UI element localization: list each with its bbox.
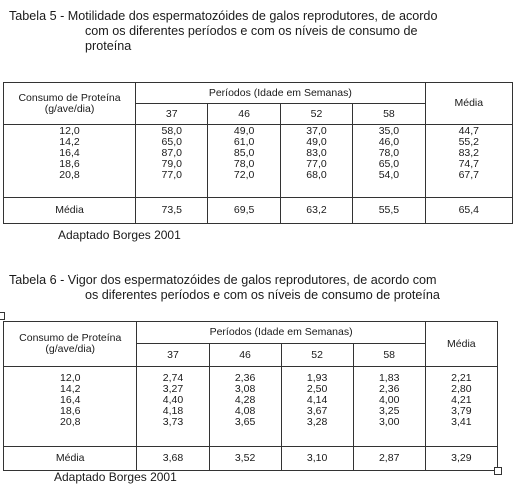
- table6-caption-line: Tabela 6 - Vigor dos espermatozóides de galos reprodutores, de acordo com: [9, 273, 437, 287]
- footer-label: Média: [4, 198, 136, 224]
- footer-value: 55,5: [353, 198, 425, 224]
- cell-value: 2,36: [378, 383, 400, 395]
- cell-value: 83,2: [458, 147, 480, 159]
- footer-value: 3,29: [425, 447, 497, 471]
- table-anchor-handle: [0, 312, 5, 320]
- cell-value: 4,21: [451, 394, 472, 406]
- media-column: [425, 367, 497, 447]
- week-58-column: [353, 367, 425, 447]
- header-media: Média: [425, 83, 512, 125]
- protein-value: 16,4: [59, 147, 80, 159]
- table5-caption-line: Tabela 5 - Motilidade dos espermatozóides de galos reprodutores, de acordo: [9, 9, 438, 23]
- footer-value: 2,87: [353, 447, 425, 471]
- cell-value: 3,00: [378, 416, 400, 428]
- table5-source: Adaptado Borges 2001: [58, 228, 181, 242]
- protein-value: 18,6: [59, 158, 80, 170]
- cell-value: 1,93: [306, 372, 328, 384]
- cell-value: 1,83: [378, 372, 400, 384]
- cell-value: 78,0: [378, 147, 400, 159]
- cell-value: 72,0: [233, 169, 255, 181]
- protein-value: 18,6: [60, 405, 81, 417]
- table5-caption-line: com os diferentes períodos e com os níveis de consumo de: [85, 24, 418, 38]
- protein-value: 20,8: [60, 416, 81, 428]
- header-periodos: Períodos (Idade em Semanas): [137, 322, 425, 344]
- header-week: 37: [136, 104, 208, 125]
- cell-value: 3,28: [306, 416, 328, 428]
- header-week: 52: [280, 104, 352, 125]
- cell-value: 4,40: [162, 394, 184, 406]
- week-52-column: [281, 367, 353, 447]
- header-consumo-line2: (g/ave/dia): [45, 343, 96, 355]
- cell-value: 4,28: [234, 394, 256, 406]
- header-consumo-line2: (g/ave/dia): [44, 102, 95, 115]
- table-resize-handle[interactable]: [494, 467, 502, 475]
- cell-value: 78,0: [233, 158, 255, 170]
- footer-value: 65,4: [425, 198, 512, 224]
- table6-caption: [9, 273, 509, 303]
- cell-value: 65,0: [161, 136, 182, 148]
- header-consumo: [4, 322, 137, 367]
- table5-caption-line: proteína: [85, 39, 132, 53]
- header-periodos: Períodos (Idade em Semanas): [136, 83, 426, 104]
- table6: [3, 321, 498, 471]
- week-46-column: [208, 125, 280, 198]
- cell-value: 65,0: [378, 158, 400, 170]
- cell-value: 46,0: [378, 136, 400, 148]
- header-week: 58: [353, 344, 425, 367]
- cell-value: 35,0: [378, 125, 400, 137]
- table6-caption-line: os diferentes períodos e com os níveis de consumo de proteína: [85, 288, 440, 302]
- cell-value: 77,0: [161, 169, 182, 181]
- cell-value: 3,67: [306, 405, 328, 417]
- header-week: 46: [208, 104, 280, 125]
- cell-value: 3,73: [162, 416, 184, 428]
- protein-value: 16,4: [60, 394, 81, 406]
- week-37-column: [137, 367, 209, 447]
- table5: [3, 82, 513, 224]
- header-week: 37: [137, 344, 209, 367]
- cell-value: 87,0: [161, 147, 182, 159]
- cell-value: 49,0: [233, 125, 255, 137]
- cell-value: 4,08: [234, 405, 256, 417]
- cell-value: 68,0: [306, 169, 327, 181]
- cell-value: 3,25: [378, 405, 400, 417]
- table5-caption: [9, 9, 509, 54]
- protein-value: 20,8: [59, 169, 80, 181]
- header-week: 46: [209, 344, 281, 367]
- week-58-column: [353, 125, 425, 198]
- cell-value: 55,2: [458, 136, 480, 148]
- cell-value: 74,7: [458, 158, 480, 170]
- footer-label: Média: [4, 447, 137, 471]
- cell-value: 3,27: [162, 383, 184, 395]
- header-week: 58: [353, 104, 425, 125]
- footer-value: 3,68: [137, 447, 209, 471]
- cell-value: 2,80: [451, 383, 472, 395]
- cell-value: 61,0: [233, 136, 255, 148]
- header-consumo-line1: Consumo de Proteína: [18, 91, 121, 104]
- cell-value: 4,14: [306, 394, 328, 406]
- cell-value: 79,0: [161, 158, 182, 170]
- cell-value: 3,65: [234, 416, 256, 428]
- week-52-column: [280, 125, 352, 198]
- header-media: Média: [425, 322, 497, 367]
- protein-column: [4, 367, 137, 447]
- header-consumo: [4, 83, 136, 125]
- cell-value: 4,18: [162, 405, 184, 417]
- protein-value: 14,2: [59, 136, 80, 148]
- footer-value: 69,5: [208, 198, 280, 224]
- week-46-column: [209, 367, 281, 447]
- cell-value: 2,36: [234, 372, 256, 384]
- protein-column: [4, 125, 136, 198]
- header-consumo-line1: Consumo de Proteína: [19, 332, 122, 344]
- footer-value: 3,10: [281, 447, 353, 471]
- media-column: [425, 125, 512, 198]
- cell-value: 2,21: [451, 372, 472, 384]
- cell-value: 3,79: [451, 405, 472, 417]
- cell-value: 67,7: [458, 169, 480, 181]
- cell-value: 77,0: [306, 158, 327, 170]
- cell-value: 37,0: [306, 125, 327, 137]
- week-37-column: [136, 125, 208, 198]
- footer-value: 63,2: [280, 198, 352, 224]
- cell-value: 3,41: [451, 416, 472, 428]
- header-week: 52: [281, 344, 353, 367]
- footer-value: 73,5: [136, 198, 208, 224]
- protein-value: 14,2: [60, 383, 81, 395]
- cell-value: 4,00: [378, 394, 400, 406]
- cell-value: 85,0: [233, 147, 255, 159]
- cell-value: 58,0: [161, 125, 182, 137]
- cell-value: 44,7: [458, 125, 480, 137]
- cell-value: 49,0: [306, 136, 327, 148]
- cell-value: 54,0: [378, 169, 400, 181]
- protein-value: 12,0: [60, 372, 81, 384]
- cell-value: 2,74: [162, 372, 184, 384]
- cell-value: 3,08: [234, 383, 256, 395]
- cell-value: 2,50: [306, 383, 328, 395]
- footer-value: 3,52: [209, 447, 281, 471]
- protein-value: 12,0: [59, 125, 80, 137]
- cell-value: 83,0: [306, 147, 327, 159]
- table6-source: Adaptado Borges 2001: [54, 470, 177, 484]
